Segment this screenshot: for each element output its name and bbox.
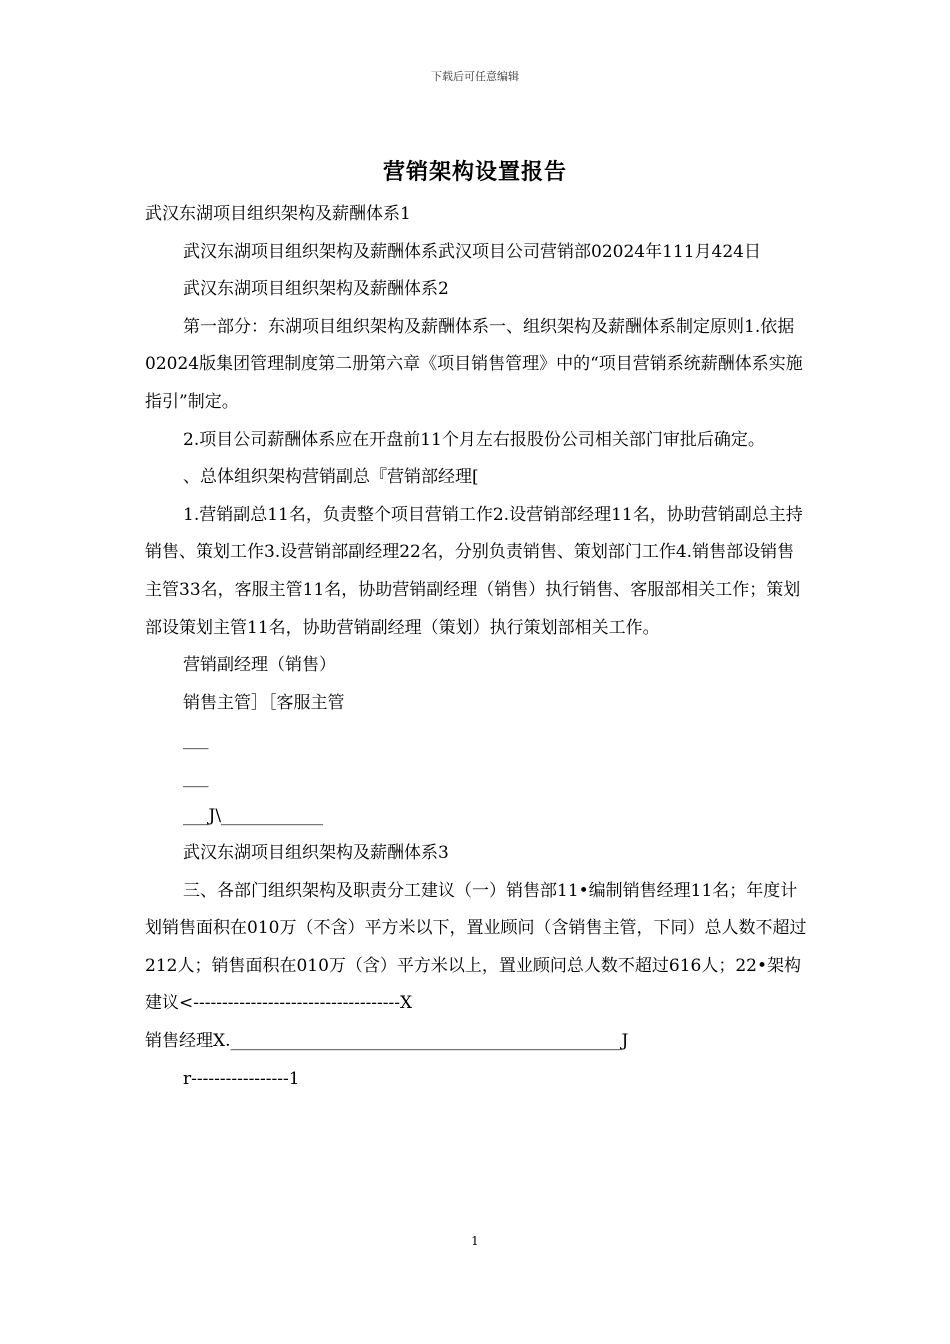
paragraph-6: 、总体组织架构营销副总『营销部经理[ — [183, 467, 479, 488]
document-body — [145, 196, 810, 1098]
paragraph-9: 销售主管］［客服主管 — [183, 692, 345, 713]
paragraph-3: 武汉东湖项目组织架构及薪酬体系2 — [183, 279, 449, 300]
paragraph-8: 营销副经理（销售） — [183, 655, 336, 676]
chart-line-1: ___ — [183, 730, 209, 751]
chart-line-3: ___J\____________ — [183, 805, 324, 826]
paragraph-11: 三、各部门组织架构及职责分工建议（一）销售部11•编制销售经理11名；年度计划销售面积在010万（不含）平方米以下，置业顾问（含销售主管，下同）总人数不超过212人；销售面积在010万（含）平方米以上，置业顾问总人数不超过616人；22•架构建议<------------------------------------X — [145, 880, 807, 1014]
page-number: 1 — [471, 1234, 479, 1248]
paragraph-12: 销售经理X.______________________________________________J — [145, 1031, 629, 1052]
chart-line-2: ___ — [183, 767, 209, 788]
page-header: 下载后可任意编辑 — [431, 70, 519, 83]
paragraph-10: 武汉东湖项目组织架构及薪酬体系3 — [183, 843, 449, 864]
paragraph-13: r-----------------1 — [183, 1068, 300, 1089]
paragraph-5: 2.项目公司薪酬体系应在开盘前11个月左右报股份公司相关部门审批后确定。 — [183, 429, 765, 450]
paragraph-7: 1.营销副总11名，负责整个项目营销工作2.设营销部经理11名，协助营销副总主持销售、策划工作3.设营销部副经理22名，分别负责销售、策划部门工作4.销售部设销售主管33名，客服主管11名，协助营销副经理（销售）执行销售、客服部相关工作；策划部设策划主管11名，协助营销副经理（策划）执行策划部相关工作。 — [145, 504, 803, 638]
paragraph-4: 第一部分：东湖项目组织架构及薪酬体系一、组织架构及薪酬体系制定原则1.依据02024版集团管理制度第二册第六章《项目销售管理》中的“项目营销系统薪酬体系实施指引”制定。 — [145, 316, 803, 412]
document-title: 营销架构设置报告 — [382, 159, 567, 185]
paragraph-2: 武汉东湖项目组织架构及薪酬体系武汉项目公司营销部02024年111月424日 — [183, 241, 761, 262]
paragraph-1: 武汉东湖项目组织架构及薪酬体系1 — [145, 204, 411, 224]
